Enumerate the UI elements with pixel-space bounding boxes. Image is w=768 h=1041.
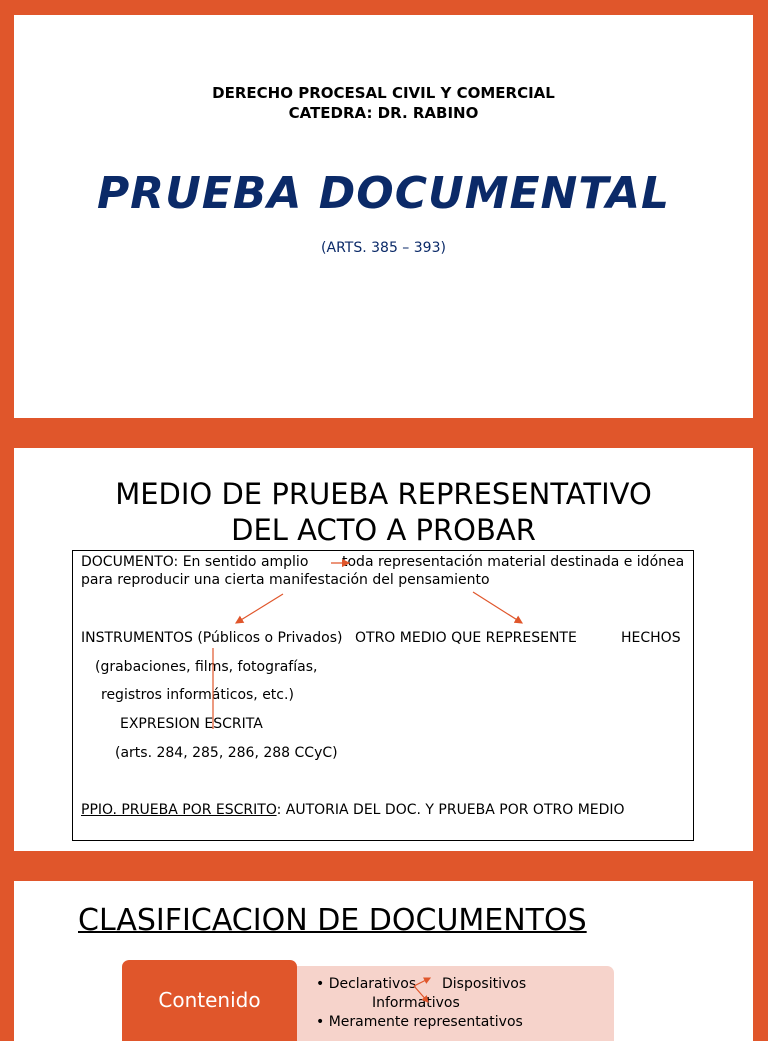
arrow-to-otro-medio	[473, 592, 522, 623]
heading-line-2: DEL ACTO A PROBAR	[231, 513, 536, 547]
principle-label: PPIO. PRUEBA POR ESCRITO	[81, 802, 277, 818]
documento-definition-cont: para reproducir una cierta manifestación del pensamiento	[81, 572, 490, 588]
contenido-label: Contenido	[158, 988, 261, 1012]
articles-reference: (arts. 284, 285, 286, 288 CCyC)	[115, 745, 338, 761]
list-item: • Meramente representativos	[316, 1014, 523, 1030]
contenido-box	[122, 960, 297, 1041]
course-name: DERECHO PROCESAL CIVIL Y COMERCIAL	[212, 84, 555, 102]
chair-name: CATEDRA: DR. RABINO	[288, 104, 479, 122]
meramente-label: Meramente representativos	[328, 1014, 523, 1030]
principle-description: : AUTORIA DEL DOC. Y PRUEBA POR OTRO MEDIO	[276, 802, 625, 818]
hechos-label: HECHOS	[621, 630, 681, 646]
page-subtitle: (ARTS. 385 – 393)	[321, 240, 446, 256]
arrow-to-informativos	[414, 986, 428, 1002]
classification-arrows	[290, 966, 614, 1041]
documento-definition: toda representación material destinada e idónea	[342, 554, 685, 570]
otro-medio-label: OTRO MEDIO QUE REPRESENTE	[355, 630, 577, 646]
course-header	[14, 83, 753, 123]
declarativos-label: Declarativos	[328, 976, 417, 992]
content-list	[290, 966, 614, 1041]
dispositivos-label: Dispositivos	[442, 976, 527, 992]
arrow-to-dispositivos	[414, 978, 430, 986]
otro-medio-examples: (grabaciones, films, fotografías,	[95, 659, 318, 675]
definition-box	[72, 550, 694, 841]
heading-line-1: MEDIO DE PRUEBA REPRESENTATIVO	[115, 477, 652, 511]
diagram-arrows	[73, 551, 693, 840]
page-title: PRUEBA DOCUMENTAL	[96, 168, 671, 219]
expresion-escrita: EXPRESION ESCRITA	[120, 716, 263, 732]
slide-heading: CLASIFICACION DE DOCUMENTOS	[78, 903, 587, 938]
documento-label: DOCUMENTO: En sentido amplio	[81, 554, 309, 570]
slide-title	[14, 15, 753, 418]
slide-medio-prueba	[14, 448, 753, 851]
informativos-label: Informativos	[372, 995, 460, 1011]
slide-heading	[14, 476, 753, 548]
list-item: • Declarativos	[316, 976, 417, 992]
slide-clasificacion	[14, 881, 753, 1041]
instrumentos-label: INSTRUMENTOS (Públicos o Privados)	[81, 630, 343, 646]
arrow-to-instrumentos	[236, 594, 283, 623]
otro-medio-examples-cont: registros informáticos, etc.)	[101, 687, 294, 703]
